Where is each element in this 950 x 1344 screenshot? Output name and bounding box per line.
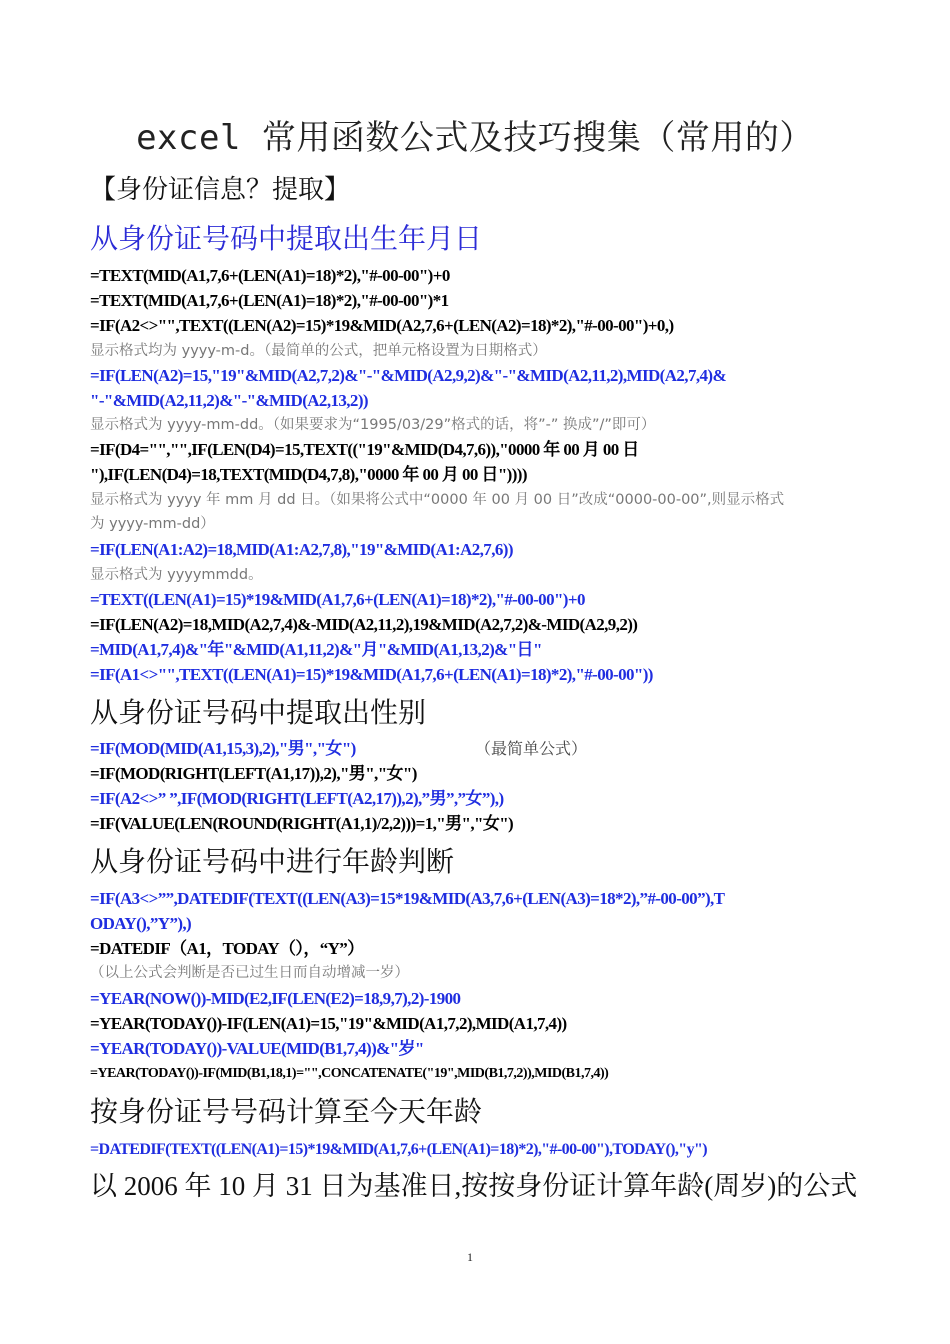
heading-birthday: 从身份证号码中提取出生年月日: [90, 222, 483, 255]
heading-gender: 从身份证号码中提取出性别: [90, 696, 427, 729]
formula-line: ODAY(),”Y”),): [90, 914, 192, 933]
formula-line: =YEAR(TODAY())-VALUE(MID(B1,7,4))&"岁": [90, 1039, 424, 1058]
format-note: 显示格式为 yyyymmdd。: [90, 567, 263, 583]
document-title: excel 常用函数公式及技巧搜集（常用的）: [136, 118, 814, 158]
formula-line: =IF(A2<>” ”,IF(MOD(RIGHT(LEFT(A2,17)),2),”男”,”女”),): [90, 789, 504, 808]
heading-current-age: 按身份证号号码计算至今天年龄: [90, 1095, 483, 1128]
formula-line: =IF(MOD(MID(A1,15,3),2),"男","女"): [90, 739, 356, 758]
formula-line: =IF(A3<>””,DATEDIF(TEXT((LEN(A3)=15*19&MID(A3,7,6+(LEN(A3)=18*2),”#-00-00”),T: [90, 889, 725, 908]
formula-line: =MID(A1,7,4)&"年"&MID(A1,11,2)&"月"&MID(A1,13,2)&"日": [90, 640, 542, 659]
format-note: 显示格式均为 yyyy-m-d。（最简单的公式，把单元格设置为日期格式）: [90, 343, 547, 359]
formula-line: =IF(LEN(A2)=15,"19"&MID(A2,7,2)&"-"&MID(A2,9,2)&"-"&MID(A2,11,2),MID(A2,7,4)&: [90, 366, 727, 385]
formula-line: =YEAR(TODAY())-IF(MID(B1,18,1)="",CONCATENATE("19",MID(B1,7,2)),MID(B1,7,4)): [90, 1066, 609, 1081]
format-note: 显示格式为 yyyy 年 mm 月 dd 日。（如果将公式中“0000 年 00 月 00 日”改成“0000-00-00”,则显示格式: [90, 492, 785, 508]
formula-line: =IF(LEN(A1:A2)=18,MID(A1:A2,7,8),"19"&MID(A1:A2,7,6)): [90, 540, 513, 559]
formula-line: =IF(VALUE(LEN(ROUND(RIGHT(A1,1)/2,2)))=1,"男","女"): [90, 814, 514, 833]
formula-line: =YEAR(TODAY())-IF(LEN(A1)=15,"19"&MID(A1,7,2),MID(A1,7,4)): [90, 1014, 567, 1033]
format-note: 为 yyyy-mm-dd）: [90, 516, 215, 532]
simplest-formula-note: （最简单公式）: [475, 739, 588, 758]
heading-base-date: 以 2006 年 10 月 31 日为基准日,按按身份证计算年龄(周岁)的公式: [90, 1171, 858, 1201]
page-number: 1: [467, 1250, 473, 1264]
formula-line: =YEAR(NOW())-MID(E2,IF(LEN(E2)=18,9,7),2)-1900: [90, 989, 461, 1008]
formula-line: =IF(LEN(A2)=18,MID(A2,7,4)&-MID(A2,11,2),19&MID(A2,7,2)&-MID(A2,9,2)): [90, 615, 638, 634]
format-note: 显示格式为 yyyy-mm-dd。（如果要求为“1995/03/29”格式的话，将”-” 换成”/”即可）: [90, 417, 656, 433]
formula-line: =IF(A2<>"",TEXT((LEN(A2)=15)*19&MID(A2,7,6+(LEN(A2)=18)*2),"#-00-00")+0,): [90, 316, 674, 335]
format-note: （以上公式会判断是否已过生日而自动增减一岁）: [90, 965, 409, 981]
formula-line: =IF(D4="","",IF(LEN(D4)=15,TEXT(("19"&MID(D4,7,6)),"0000 年 00 月 00 日: [90, 440, 639, 459]
formula-line: =TEXT((LEN(A1)=15)*19&MID(A1,7,6+(LEN(A1)=18)*2),"#-00-00")+0: [90, 590, 585, 609]
formula-line: "),IF(LEN(D4)=18,TEXT(MID(D4,7,8),"0000 年 00 月 00 日")))): [90, 465, 527, 484]
formula-line: =IF(A1<>"",TEXT((LEN(A1)=15)*19&MID(A1,7,6+(LEN(A1)=18)*2),"#-00-00")): [90, 665, 653, 684]
formula-line: =DATEDIF(TEXT((LEN(A1)=15)*19&MID(A1,7,6+(LEN(A1)=18)*2),"#-00-00"),TODAY(),"y"): [90, 1141, 707, 1158]
formula-line: =DATEDIF（A1，TODAY（），“Y”）: [90, 939, 364, 958]
formula-line: =TEXT(MID(A1,7,6+(LEN(A1)=18)*2),"#-00-00")*1: [90, 291, 449, 310]
formula-line: =IF(MOD(RIGHT(LEFT(A1,17)),2),"男","女"): [90, 764, 417, 783]
formula-line: =TEXT(MID(A1,7,6+(LEN(A1)=18)*2),"#-00-00")+0: [90, 266, 450, 285]
section-heading-id-info: 【身份证信息？提取】: [90, 175, 351, 205]
heading-age: 从身份证号码中进行年龄判断: [90, 845, 455, 878]
formula-line: "-"&MID(A2,11,2)&"-"&MID(A2,13,2)): [90, 391, 368, 410]
